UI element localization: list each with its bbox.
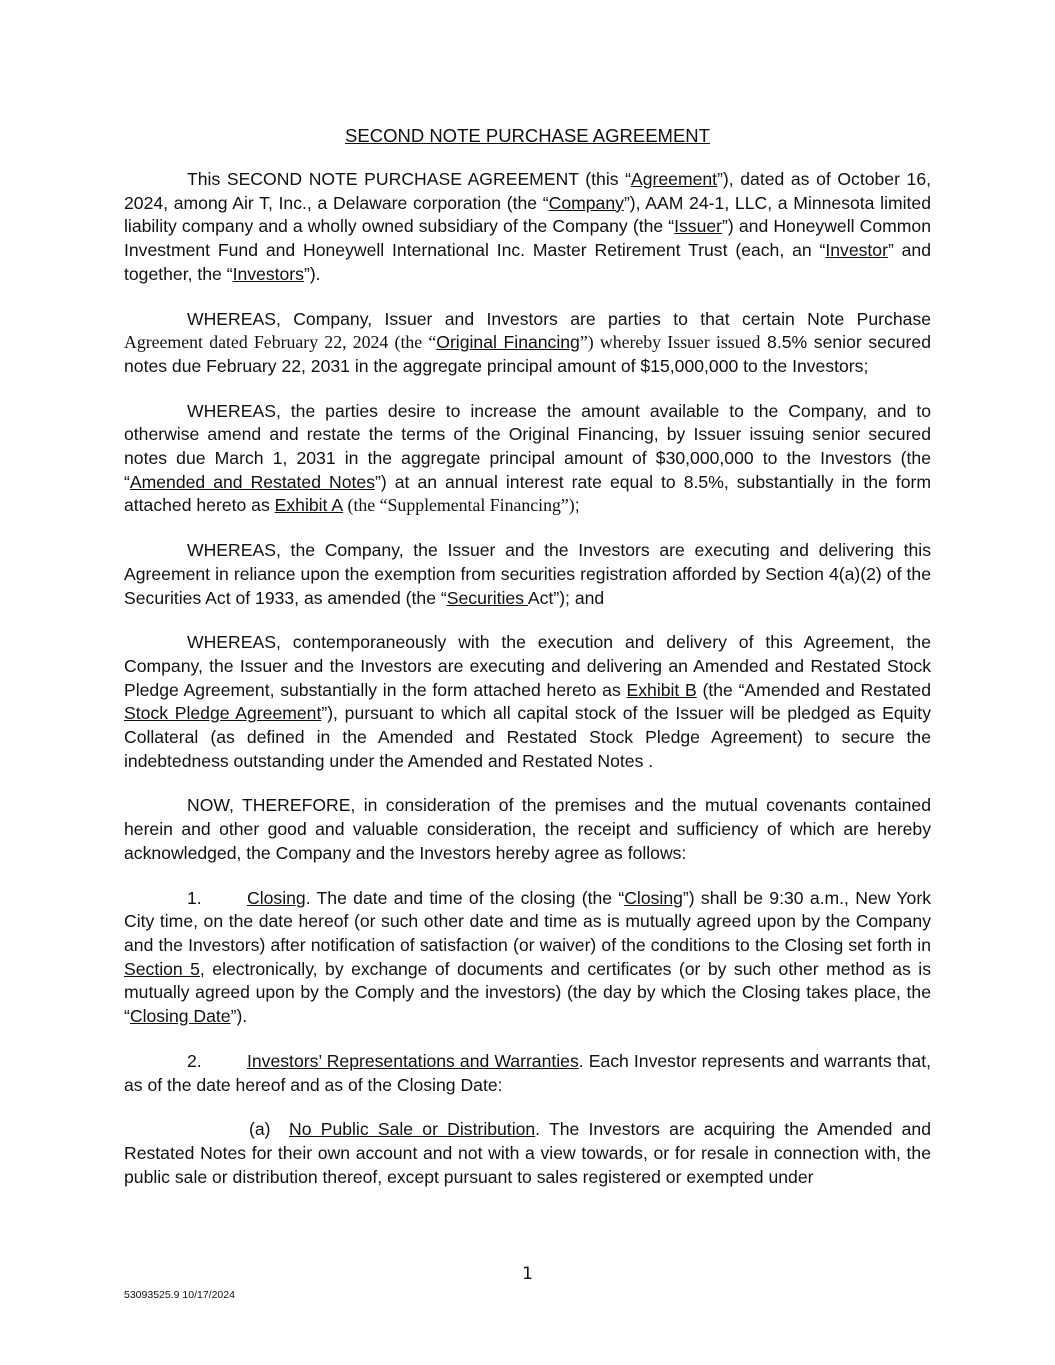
document-page	[124, 124, 931, 1210]
whereas-paragraph-4: WHEREAS, contemporaneously with the execution and delivery of this Agreement, the Company, the Issuer and the Investors are executing and delivering an Amended and Restated Stock Pledge Agreement, substantially in the form attached hereto as Exhibit B (the “Amended and Restated Stock Pledge Agreement”), pursuant to which all capital stock of the Issuer will be pledged as Equity Collateral (as defined in the Amended and Restated Stock Pledge Agreement) to secure the indebtedness outstanding under the Amended and Restated Notes .	[124, 632, 931, 771]
section-number: 2.	[187, 1050, 202, 1071]
section-heading: Closing	[247, 887, 306, 908]
defined-term-amended-notes: Amended and Restated Notes	[129, 471, 375, 492]
subsection-number: (a)	[249, 1119, 271, 1140]
defined-term-stock-pledge: Stock Pledge Agreement	[124, 703, 322, 724]
defined-term-company: Company	[548, 192, 624, 213]
intro-paragraph: This SECOND NOTE PURCHASE AGREEMENT (this “Agreement”), dated as of October 16, 2024, among Air T, Inc., a Delaware corporation (the “Company”), AAM 24-1, LLC, a Minnesota limited liability company and a wholly owned subsidiary of the Company (the “Issuer”) and Honeywell Common Investment Fund and Honeywell International Inc. Master Retirement Trust (each, an “Investor” and together, the “Investors”).	[124, 169, 931, 284]
defined-term-closing-date: Closing Date	[129, 1006, 231, 1027]
whereas-paragraph-2: WHEREAS, the parties desire to increase the amount available to the Company, and to otherwise amend and restate the terms of the Original Financing, by Issuer issuing senior secured notes due March 1, 2031 in the aggregate principal amount of $30,000,000 to the Investors (the “Amended and Restated Notes”) at an annual interest rate equal to 8.5%, substantially in the form attached hereto as Exhibit A (the “Supplemental Financing”);	[124, 400, 931, 516]
defined-term-securities-act: Securities	[446, 587, 528, 608]
defined-term-investors: Investors	[232, 263, 304, 284]
now-therefore-paragraph: NOW, THEREFORE, in consideration of the premises and the mutual covenants contained herein and other good and valuable consideration, the receipt and sufficiency of which are hereby acknowledged, the Company and the Investors hereby agree as follows:	[124, 795, 931, 863]
exhibit-a-reference: Exhibit A	[274, 495, 344, 516]
defined-term-issuer: Issuer	[674, 216, 723, 237]
defined-term-closing: Closing	[624, 887, 683, 908]
defined-term-agreement: Agreement	[631, 169, 718, 189]
defined-term-investor: Investor	[825, 240, 888, 261]
section-1-closing: 1. Closing. The date and time of the closing (the “Closing”) shall be 9:30 a.m., New York City time, on the date hereof (or such other date and time as is mutually agreed upon by the Company and the Investors) after notification of satisfaction (or waiver) of the conditions to the Closing set forth in Section 5, electronically, by exchange of documents and certificates (or by such other method as is mutually agreed upon by the Comply and the investors) (the day by which the Closing takes place, the “Closing Date”).	[124, 887, 931, 1027]
whereas-paragraph-1: WHEREAS, Company, Issuer and Investors are parties to that certain Note Purchase Agreement dated February 22, 2024 (the “Original Financing”) whereby Issuer issued 8.5% senior secured notes due February 22, 2031 in the aggregate principal amount of $15,000,000 to the Investors;	[124, 308, 931, 376]
whereas-paragraph-3: WHEREAS, the Company, the Issuer and the Investors are executing and delivering this Agreement in reliance upon the exemption from securities registration afforded by Section 4(a)(2) of the Securities Act of 1933, as amended (the “Securities Act”); and	[124, 540, 931, 608]
section-number: 1.	[187, 887, 202, 908]
section-heading: Investors’ Representations and Warranties	[247, 1050, 579, 1071]
defined-term-original-financing: Original Financing	[436, 332, 580, 353]
section-2a-no-public-sale: (a) No Public Sale or Distribution. The Investors are acquiring the Amended and Restated Notes for their own account and not with a view towards, or for resale in connection with, the public sale or distribution thereof, except pursuant to sales registered or exempted under	[124, 1119, 931, 1187]
section-2-representations: 2. Investors’ Representations and Warranties. Each Investor represents and warrants that, as of the date hereof and as of the Closing Date:	[124, 1050, 931, 1095]
subsection-heading: No Public Sale or Distribution	[289, 1119, 536, 1140]
document-id: 53093525.9 10/17/2024	[124, 1289, 235, 1301]
page-number: 1	[522, 1264, 533, 1284]
exhibit-b-reference: Exhibit B	[626, 679, 697, 700]
page-title: SECOND NOTE PURCHASE AGREEMENT	[345, 125, 710, 146]
section-5-reference: Section 5,	[124, 958, 205, 979]
